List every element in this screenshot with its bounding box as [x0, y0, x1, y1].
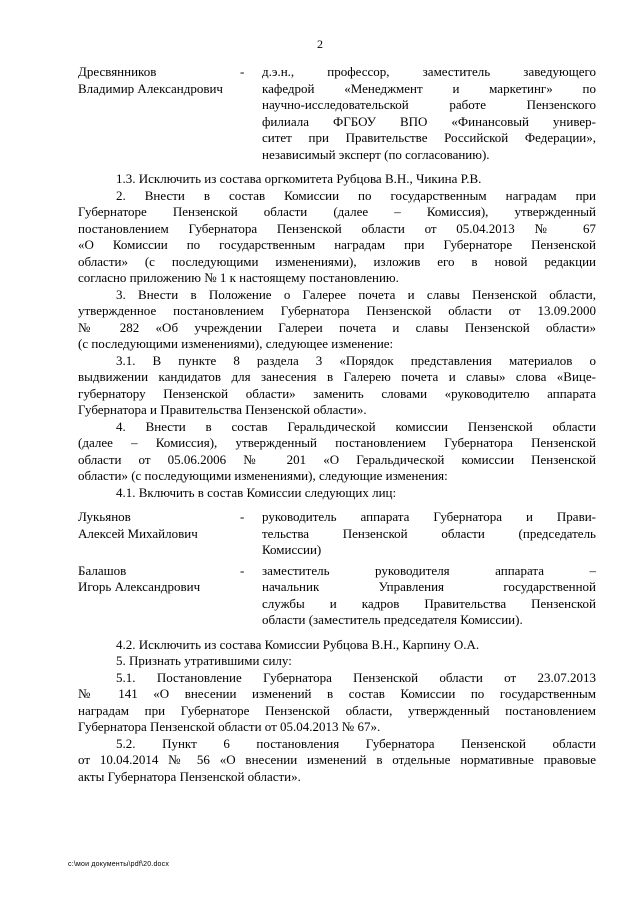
- person-lukyanov: Лукьянов Алексей Михайлович - руководитель аппарата Губернатора и Прави- тельства Пензенской области (председатель Комиссии): [78, 509, 596, 557]
- person-name: Дресвянников Владимир Александрович: [78, 64, 223, 96]
- person-description: заместитель руководителя аппарата – начальник Управления государственной службы и кадров Правительства Пензенской области (заместитель председателя Комиссии).: [262, 562, 596, 627]
- document-body: [78, 64, 596, 785]
- page-number: 2: [317, 37, 323, 51]
- person-description: д.э.н., профессор, заместитель заведующего кафедрой «Менеджмент и маркетинг» по научно-исследовательской работе Пензенского филиала ФГБОУ ВПО «Финансовый универ- ситет при Правительстве Российской Федерации», независимый эксперт (по согласованию).: [262, 64, 596, 162]
- person-description: руководитель аппарата Губернатора и Прави- тельства Пензенской области (председатель Комиссии): [262, 509, 596, 557]
- paragraph-1-3: 1.3. Исключить из состава оргкомитета Рубцова В.Н., Чикина Р.В.: [116, 171, 482, 186]
- person-dresvyannikov: Дресвянников Владимир Александрович - д.э.н., профессор, заместитель заведующего кафедрой «Менеджмент и маркетинг» по научно-исследовательской работе Пензенского филиала ФГБОУ ВПО «Финансовый универ- ситет при Правительстве Российской Федерации», независимый эксперт (по согласованию).: [78, 64, 596, 162]
- person-name: Балашов Игорь Александрович: [78, 562, 201, 594]
- paragraph-4: 4. Внести в состав Геральдической комиссии Пензенской области (далее – Комиссия), утвержденный постановлением Губернатора Пензенской области от 05.06.2006 № 201 «О Геральдической комиссии Пензенской области» (с последующими изменениями), следующие изменения:: [78, 418, 596, 483]
- paragraph-3-1: 3.1. В пункте 8 раздела 3 «Порядок представления материалов о выдвижении кандидатов для занесения в Галерею почета и славы» слова «Вице- губернатору Пензенской области» заменить словами «руководителю аппарата Губернатора и Правительства Пензенской области».: [78, 352, 596, 417]
- person-balashov: Балашов Игорь Александрович - заместитель руководителя аппарата – начальник Управления государственной службы и кадров Правительства Пензенской области (заместитель председателя Комиссии).: [78, 562, 596, 627]
- paragraph-4-2: 4.2. Исключить из состава Комиссии Рубцова В.Н., Карпину О.А.: [116, 636, 480, 652]
- paragraph-5-2: 5.2. Пункт 6 постановления Губернатора Пензенской области от 10.04.2014 № 56 «О внесении изменений в отдельные нормативные правовые акты Губернатора Пензенской области».: [78, 735, 596, 784]
- footer-file-path: c:\мои документы\pdf\20.docx: [68, 861, 170, 868]
- paragraph-4-1: 4.1. Включить в состав Комиссии следующих лиц:: [116, 484, 397, 500]
- paragraph-2: 2. Внести в состав Комиссии по государственным наградам при Губернаторе Пензенской области (далее – Комиссия), утвержденный постановлением Губернатора Пензенской области от 05.04.2013 № 67 «О Комиссии по государственным наградам при Губернаторе Пензенской области» (с последующими изменениями), изложив его в новой редакции согласно приложению № 1 к настоящему постановлению.: [78, 187, 596, 285]
- paragraph-5: 5. Признать утратившими силу:: [116, 653, 292, 668]
- paragraph-3: 3. Внести в Положение о Галерее почета и славы Пензенской области, утвержденное постановлением Губернатора Пензенской области от 13.09.2000 № 282 «Об учреждении Галереи почета и славы Пензенской области» (с последующими изменениями), следующее изменение:: [78, 286, 596, 351]
- person-name: Лукьянов Алексей Михайлович: [78, 509, 198, 541]
- paragraph-5-1: 5.1. Постановление Губернатора Пензенской области от 23.07.2013 № 141 «О внесении изменений в состав Комиссии по государственным наградам при Губернаторе Пензенской области, утвержденный постановлением Губернатора Пензенской области от 05.04.2013 № 67».: [78, 669, 596, 734]
